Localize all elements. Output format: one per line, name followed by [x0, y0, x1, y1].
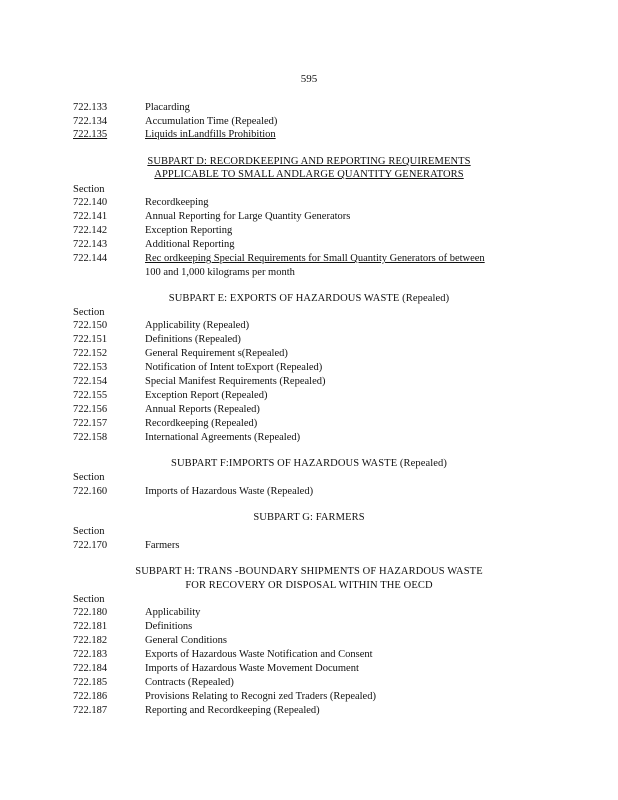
section-number: 722.154	[73, 376, 108, 387]
section-title: Exception Report (Repealed)	[145, 390, 268, 401]
section-title: Contracts (Repealed)	[145, 677, 234, 688]
section-title: Exception Reporting	[145, 225, 233, 236]
section-title: Placarding	[145, 102, 190, 113]
section-title: General Requirement s(Repealed)	[145, 348, 288, 359]
section-title: Additional Reporting	[145, 239, 235, 250]
section-title: Imports of Hazardous Waste (Repealed)	[145, 486, 314, 497]
subpart-e-heading: SUBPART E: EXPORTS OF HAZARDOUS WASTE (Repealed)	[168, 293, 450, 304]
section-number: 722.153	[73, 362, 108, 373]
section-number: 722.184	[73, 663, 108, 674]
section-label: Section	[73, 184, 105, 195]
section-title: Annual Reports (Repealed)	[145, 404, 260, 415]
section-title: International Agreements (Repealed)	[145, 432, 301, 443]
section-number: 722.155	[73, 390, 108, 401]
section-number: 722.140	[73, 197, 108, 208]
section-title-continuation: 100 and 1,000 kilograms per month	[145, 267, 295, 278]
section-number: 722.152	[73, 348, 108, 359]
subpart-h-heading-line2: FOR RECOVERY OR DISPOSAL WITHIN THE OECD	[185, 580, 433, 591]
section-number: 722.160	[73, 486, 108, 497]
section-number: 722.143	[73, 239, 108, 250]
section-title: Annual Reporting for Large Quantity Generators	[145, 211, 351, 222]
section-title: Imports of Hazardous Waste Movement Document	[145, 663, 359, 674]
section-number: 722.141	[73, 211, 108, 222]
section-number: 722.170	[73, 540, 108, 551]
section-title: Special Manifest Requirements (Repealed)	[145, 376, 326, 387]
section-title: Applicability (Repealed)	[145, 320, 250, 331]
subpart-d-heading-line2: APPLICABLE TO SMALL ANDLARGE QUANTITY GENERATORS	[154, 169, 464, 180]
section-number: 722.135	[73, 129, 108, 140]
section-number: 722.156	[73, 404, 108, 415]
section-title: Exports of Hazardous Waste Notification and Consent	[145, 649, 373, 660]
section-number: 722.133	[73, 102, 108, 113]
section-number: 722.151	[73, 334, 108, 345]
section-title: Farmers	[145, 540, 180, 551]
page-number: 595	[300, 73, 318, 85]
subpart-g-heading: SUBPART G: FARMERS	[253, 512, 365, 523]
subpart-f-heading: SUBPART F:IMPORTS OF HAZARDOUS WASTE (Repealed)	[171, 458, 447, 469]
section-title: Definitions	[145, 621, 193, 632]
section-number: 722.186	[73, 691, 108, 702]
section-number: 722.142	[73, 225, 108, 236]
subpart-d-heading: SUBPART D: RECORDKEEPING AND REPORTING REQUIREMENTS	[147, 156, 471, 167]
section-title: Recordkeeping (Repealed)	[145, 418, 258, 429]
section-label: Section	[73, 472, 105, 483]
section-number: 722.180	[73, 607, 108, 618]
section-number: 722.157	[73, 418, 108, 429]
section-number: 722.187	[73, 705, 108, 716]
section-number: 722.150	[73, 320, 108, 331]
section-title: General Conditions	[145, 635, 227, 646]
section-label: Section	[73, 307, 105, 318]
section-title: Applicability	[145, 607, 201, 618]
section-number: 722.144	[73, 253, 108, 264]
section-title: Definitions (Repealed)	[145, 334, 241, 345]
section-title: Notification of Intent toExport (Repealed)	[145, 362, 323, 373]
section-number: 722.182	[73, 635, 108, 646]
subpart-h-heading: SUBPART H: TRANS -BOUNDARY SHIPMENTS OF HAZARDOUS WASTE	[135, 566, 483, 577]
section-number: 722.158	[73, 432, 108, 443]
section-title: Liquids inLandfills Prohibition	[145, 129, 276, 140]
section-title: Reporting and Recordkeeping (Repealed)	[145, 705, 320, 716]
section-label: Section	[73, 526, 105, 537]
section-number: 722.134	[73, 116, 108, 127]
section-label: Section	[73, 594, 105, 605]
section-title: Recordkeeping	[145, 197, 209, 208]
section-title: Rec ordkeeping Special Requirements for Small Quantity Generators of between	[145, 253, 485, 264]
section-title: Provisions Relating to Recogni zed Traders (Repealed)	[145, 691, 376, 702]
section-number: 722.183	[73, 649, 108, 660]
section-number: 722.185	[73, 677, 108, 688]
section-number: 722.181	[73, 621, 108, 632]
section-title: Accumulation Time (Repealed)	[145, 116, 278, 127]
